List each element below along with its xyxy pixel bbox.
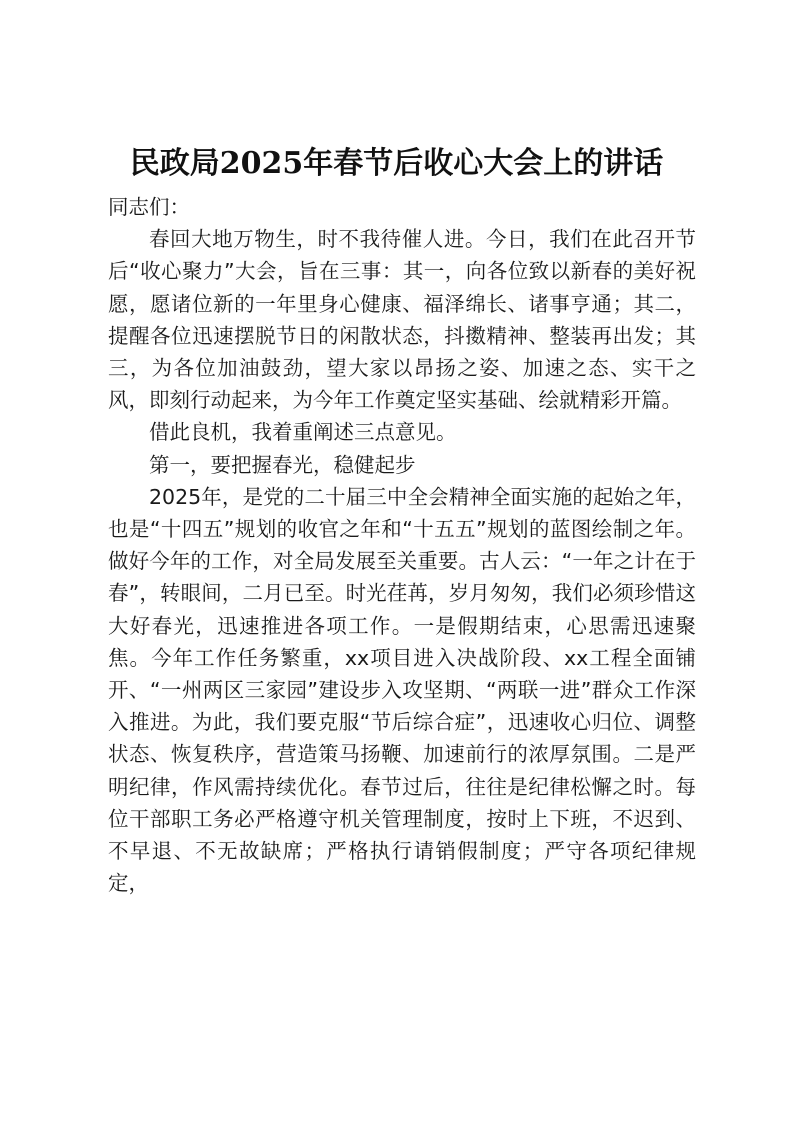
paragraph-transition: 借此良机，我着重阐述三点意见。: [149, 420, 457, 445]
document-body: [108, 191, 696, 899]
section-heading-1: 第一，要把握春光，稳健起步: [149, 452, 416, 477]
document-title: 民政局2025年春节后收心大会上的讲话: [129, 146, 664, 181]
paragraph-intro: 春回大地万物生，时不我待催人进。今日，我们在此召开节后“收心聚力”大会，旨在三事：其一，向各位致以新春的美好祝愿，愿诸位新的一年里身心健康、福泽绵长、诸事亨通；其二，提醒各位迅速摆脱节日的闲散状态，抖擞精神、整装再出发；其三，为各位加油鼓劲，望大家以昂扬之姿、加速之态、实干之风，即刻行动起来，为今年工作奠定坚实基础、绘就精彩开篇。: [108, 227, 696, 413]
paragraph-section-1: 2025年，是党的二十届三中全会精神全面实施的起始之年，也是“十四五”规划的收官之年和“十五五”规划的蓝图绘制之年。做好今年的工作，对全局发展至关重要。古人云：“一年之计在于春”，转眼间，二月已至。时光荏苒，岁月匆匆，我们必须珍惜这大好春光，迅速推进各项工作。一是假期结束，心思需迅速聚焦。今年工作任务繁重，xx项目进入决战阶段、xx工程全面铺开、“一州两区三家园”建设步入攻坚期、“两联一进”群众工作深入推进。为此，我们要克服“节后综合症”，迅速收心归位、调整状态、恢复秩序，营造策马扬鞭、加速前行的浓厚氛围。二是严明纪律，作风需持续优化。春节过后，往往是纪律松懈之时。每位干部职工务必严格遵守机关管理制度，按时上下班，不迟到、不早退、不无故缺席；严格执行请销假制度；严守各项纪律规定，: [108, 484, 696, 896]
salutation: 同志们：: [108, 195, 190, 219]
